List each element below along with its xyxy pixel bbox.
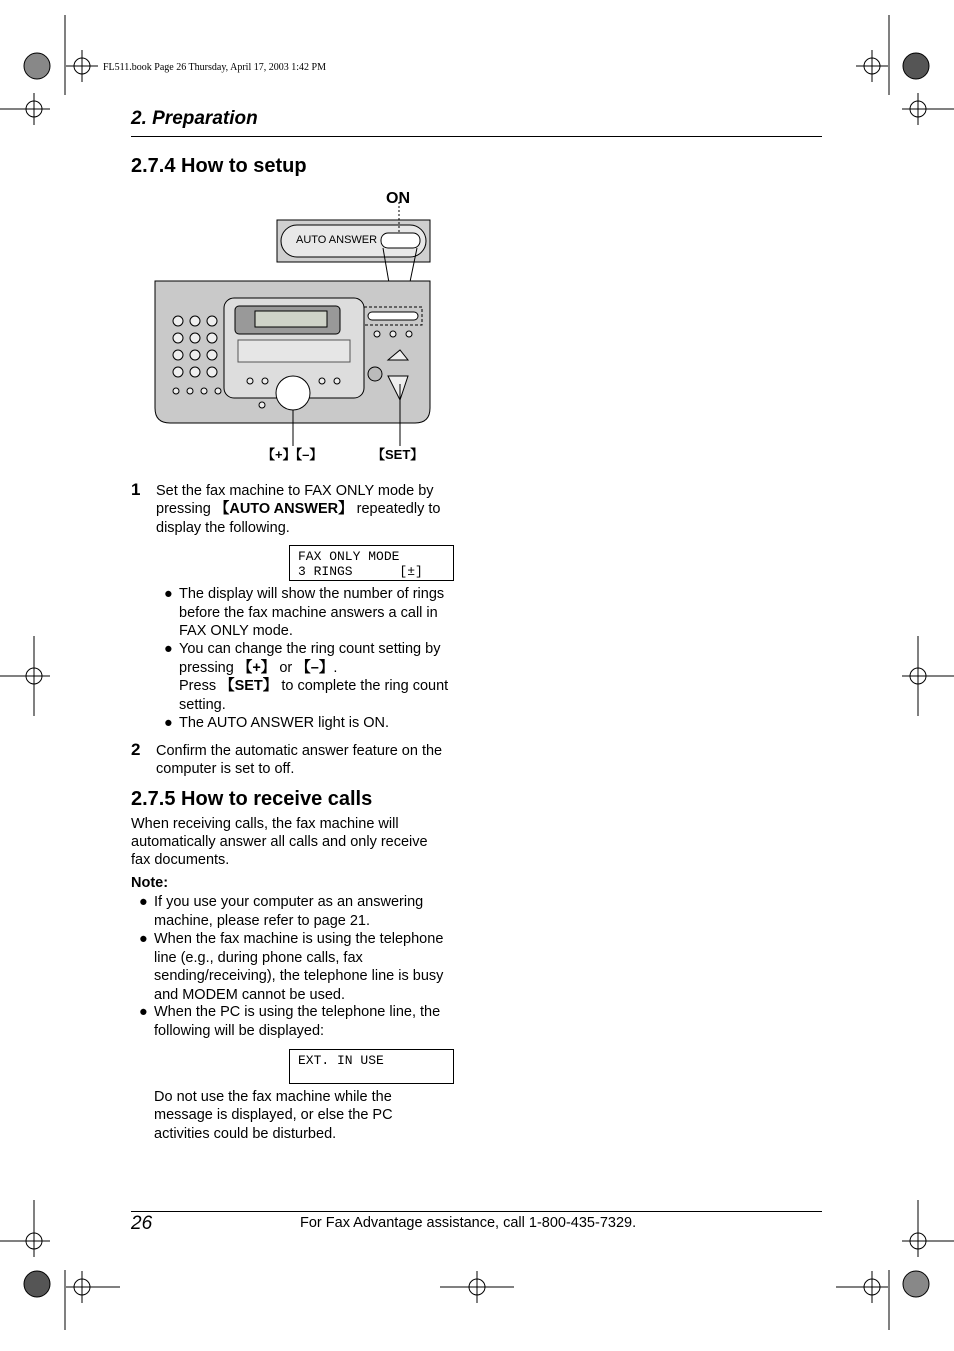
- on-label: ON: [386, 190, 410, 207]
- section-header: 2. Preparation: [131, 108, 258, 129]
- fax-machine-illustration: [150, 188, 440, 468]
- heading-how-to-receive-calls: 2.7.5 How to receive calls: [131, 788, 373, 810]
- header-rule: [131, 136, 822, 137]
- step-1-number: 1: [131, 480, 141, 499]
- auto-answer-panel-label: AUTO ANSWER: [296, 234, 378, 246]
- note-label: Note:: [131, 875, 169, 891]
- step-2-line-1: Confirm the automatic answer feature on the: [156, 743, 443, 759]
- step-1-line-1: Set the fax machine to FAX ONLY mode by: [156, 483, 434, 499]
- note-3: ● When the PC is using the telephone line, the following will be displayed:: [139, 1004, 441, 1039]
- receive-line-2: automatically answer all calls and only receive: [131, 834, 428, 850]
- receive-line-3: fax documents.: [131, 852, 230, 868]
- page-number: 26: [131, 1213, 153, 1234]
- final-line-2: message is displayed, or else the PC: [154, 1107, 393, 1123]
- lcd-fax-only-mode: FAX ONLY MODE 3 RINGS [±]: [289, 545, 454, 581]
- book-slug: FL511.book Page 26 Thursday, April 17, 2003 1:42 PM: [103, 62, 326, 73]
- final-line-3: activities could be disturbed.: [154, 1126, 337, 1142]
- note-2: ● When the fax machine is using the telephone line (e.g., during phone calls, fax sending/receiving), the telephone line is busy and MODEM cannot be used.: [139, 931, 444, 1003]
- receive-line-1: When receiving calls, the fax machine will: [131, 816, 399, 832]
- lcd-ext-in-use: EXT. IN USE: [289, 1049, 454, 1084]
- set-label: 【SET】: [372, 447, 424, 462]
- heading-how-to-setup: 2.7.4 How to setup: [131, 155, 307, 177]
- footer-assistance-text: For Fax Advantage assistance, call 1-800-435-7329.: [300, 1215, 637, 1231]
- note-1: ● If you use your computer as an answering machine, please refer to page 21.: [139, 894, 424, 929]
- final-line-1: Do not use the fax machine while the: [154, 1089, 392, 1105]
- footer-rule: [131, 1211, 822, 1212]
- fax-machine-figure: [150, 188, 440, 468]
- bullet-auto-answer-light: ● The AUTO ANSWER light is ON.: [164, 715, 390, 731]
- bullet-rings-info: ● The display will show the number of rings before the fax machine answers a call in FAX ONLY mode.: [164, 586, 445, 639]
- bullet-ring-count: ● You can change the ring count setting by pressing 【+】 or 【–】. Press 【SET】 to complete the ring count setting.: [164, 641, 449, 713]
- step-1-line-2: pressing 【AUTO ANSWER】 repeatedly to: [156, 501, 441, 517]
- step-1-line-3: display the following.: [156, 520, 290, 536]
- step-2-line-2: computer is set to off.: [156, 761, 295, 777]
- step-2-number: 2: [131, 740, 141, 759]
- plus-minus-label: 【+】【–】: [262, 447, 323, 462]
